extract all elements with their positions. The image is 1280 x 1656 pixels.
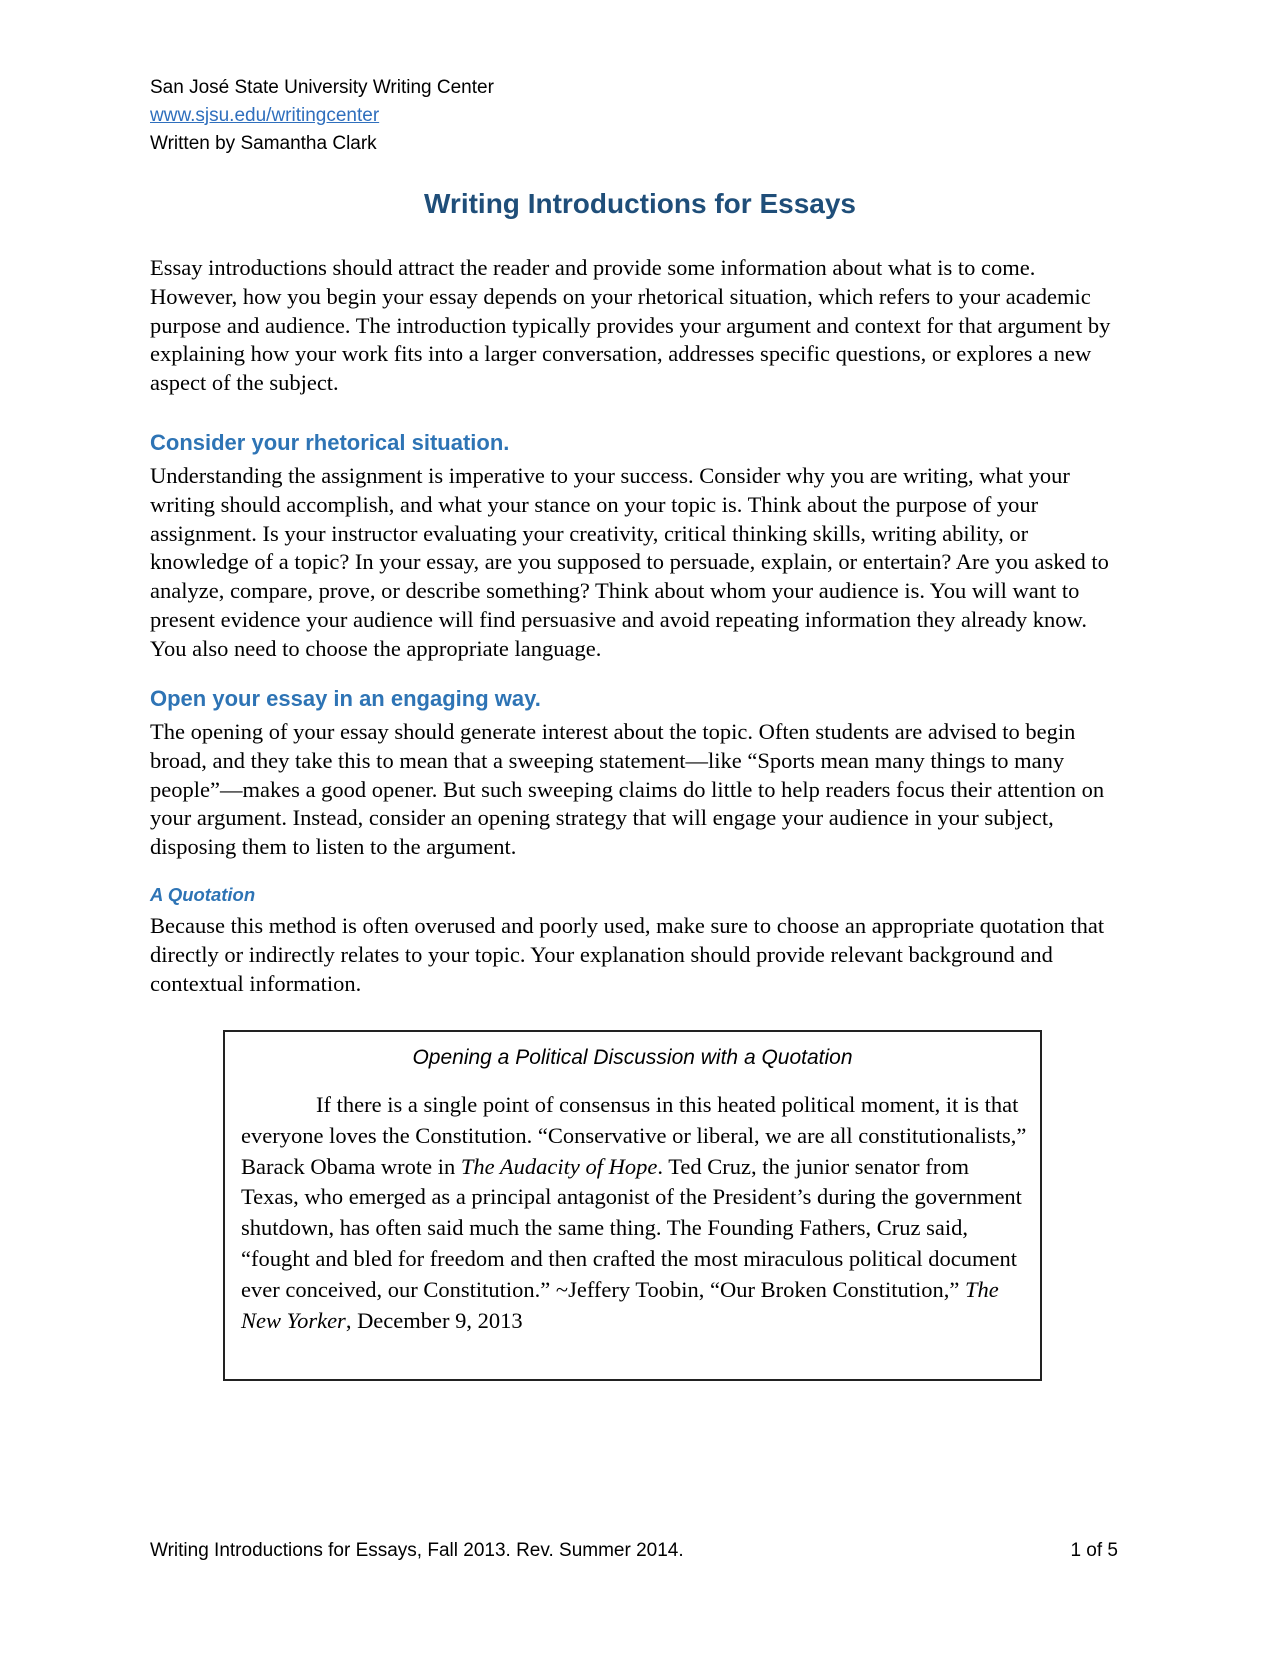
section-heading-rhetorical: Consider your rhetorical situation. <box>150 430 510 455</box>
example-box <box>223 1030 1042 1381</box>
page-title: Writing Introductions for Essays <box>424 188 856 219</box>
header-link[interactable]: www.sjsu.edu/writingcenter <box>150 105 380 126</box>
example-text-part: If there is a single point of consensus in this heated political moment, it is that everyone loves the Constitution. “Conservative or liberal, we are all constitutionalists,” Barack Obama wrote in <box>241 1092 1027 1179</box>
header-author: Written by Samantha Clark <box>150 133 377 154</box>
footer-text: Writing Introductions for Essays, Fall 2013. Rev. Summer 2014. <box>150 1540 684 1561</box>
header-org: San José State University Writing Center <box>150 77 494 98</box>
intro-paragraph: Essay introductions should attract the reader and provide some information about what is to come. However, how you begin your essay depends on your rhetorical situation, which refers to your academic purpose and audience. The introduction typically provides your argument and context for that argument by explaining how your work fits into a larger conversation, addresses specific questions, or explores a new aspect of the subject. <box>150 255 1111 396</box>
subsection-heading-quotation: A Quotation <box>150 884 256 905</box>
subsection-body-quotation: Because this method is often overused and poorly used, make sure to choose an appropriate quotation that directly or indirectly relates to your topic. Your explanation should provide relevant background and contextual information. <box>150 913 1105 996</box>
page-number: 1 of 5 <box>1070 1540 1118 1561</box>
example-text-part: . Ted Cruz, the junior senator from Texas, who emerged as a principal antagonist of the President’s during the government shutdown, has often said much the same thing. The Founding Fathers, Cruz said, “fought and bled for freedom and then crafted the most miraculous political document ever conceived, our Constitution.” ~Jeffery Toobin, “Our Broken Constitution,” <box>241 1153 1022 1302</box>
example-book-title: The Audacity of Hope <box>460 1153 658 1179</box>
example-text <box>241 1090 1031 1336</box>
section-heading-opening: Open your essay in an engaging way. <box>150 686 541 711</box>
section-body-rhetorical: Understanding the assignment is imperative to your success. Consider why you are writing, what your writing should accomplish, and what your stance on your topic is. Think about the purpose of your assignment. Is your instructor evaluating your creativity, critical thinking skills, writing ability, or knowledge of a topic? In your essay, are you supposed to persuade, explain, or entertain? Are you asked to analyze, compare, prove, or describe something? Think about whom your audience is. You will want to present evidence your audience will find persuasive and avoid repeating information they already know. You also need to choose the appropriate language. <box>150 463 1109 661</box>
example-text-part: , December 9, 2013 <box>345 1307 523 1333</box>
example-title: Opening a Political Discussion with a Quotation <box>412 1046 853 1069</box>
example-magazine-title: The New Yorker <box>241 1276 999 1333</box>
section-body-opening: The opening of your essay should generate interest about the topic. Often students are advised to begin broad, and they take this to mean that a sweeping statement—like “Sports mean many things to many people”—makes a good opener. But such sweeping claims do little to help readers focus their attention on your argument. Instead, consider an opening strategy that will engage your audience in your subject, disposing them to listen to the argument. <box>150 719 1105 860</box>
